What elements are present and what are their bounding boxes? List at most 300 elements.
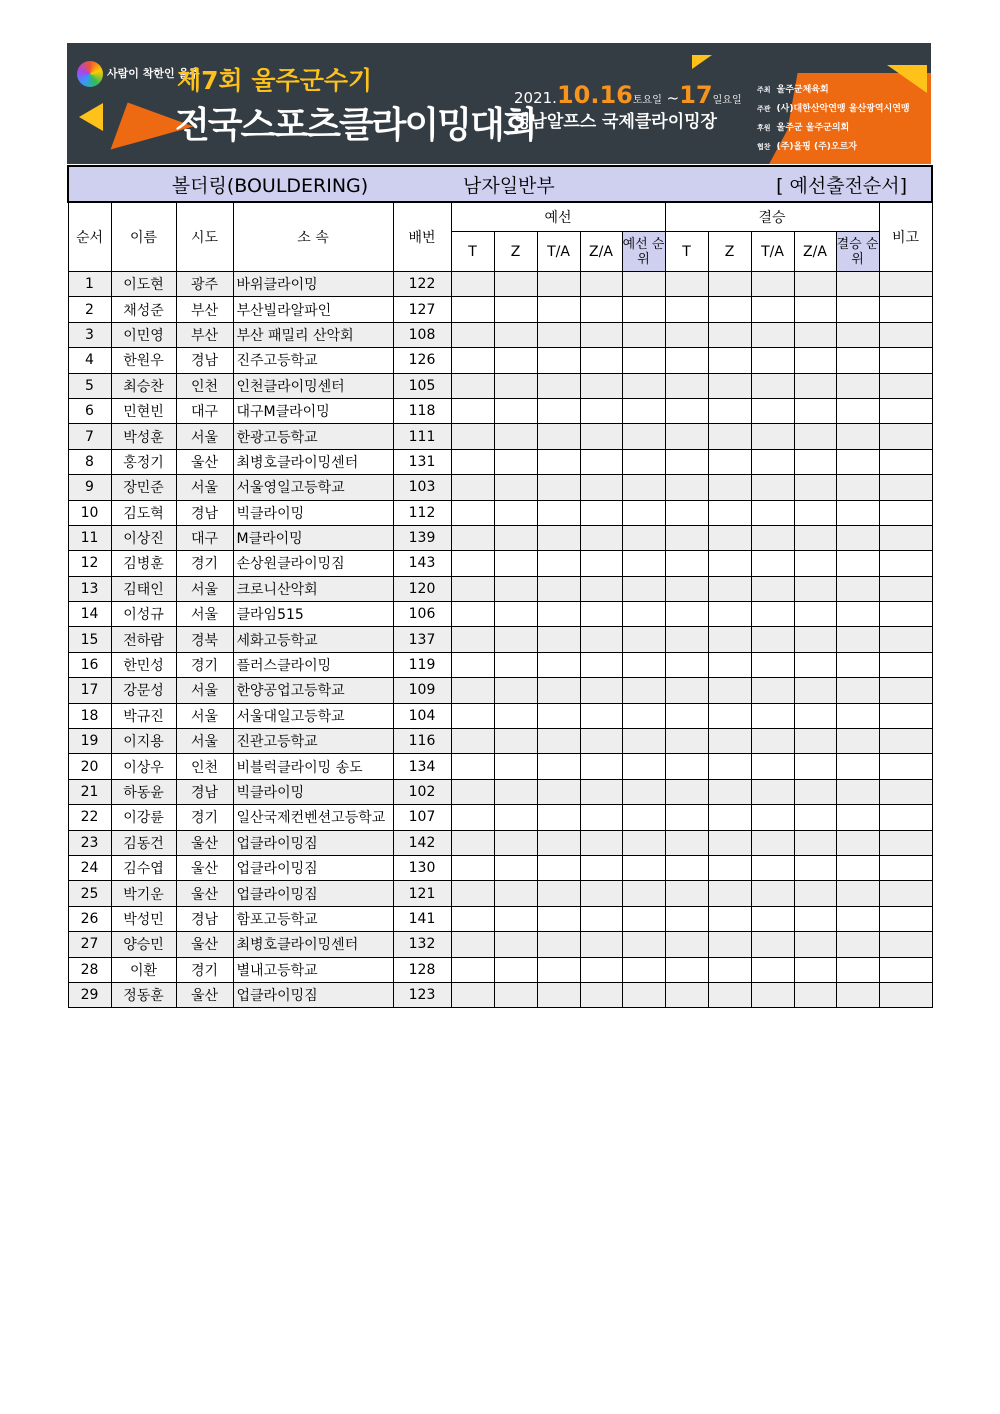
cell-score-empty — [494, 932, 537, 957]
cell-region: 경기 — [176, 551, 233, 576]
cell-club: 최병호클라이밍센터 — [233, 932, 393, 957]
cell-score-empty — [836, 703, 879, 728]
cell-score-empty — [708, 602, 751, 627]
cell-score-empty — [751, 906, 794, 931]
cell-score-empty — [580, 272, 622, 297]
cell-score-empty — [451, 551, 494, 576]
cell-score-empty — [751, 805, 794, 830]
cell-score-empty — [494, 475, 537, 500]
cell-score-empty — [494, 703, 537, 728]
cell-score-empty — [494, 957, 537, 982]
cell-bib: 122 — [393, 272, 451, 297]
cell-club: 한광고등학교 — [233, 424, 393, 449]
cell-score-empty — [622, 576, 665, 601]
cell-score-empty — [751, 932, 794, 957]
cell-club: 플러스클라이밍 — [233, 652, 393, 677]
cell-score-empty — [622, 424, 665, 449]
cell-score-empty — [708, 932, 751, 957]
cell-score-empty — [879, 398, 932, 423]
cell-score-empty — [494, 855, 537, 880]
cell-score-empty — [708, 297, 751, 322]
cell-score-empty — [751, 551, 794, 576]
cell-score-empty — [665, 297, 708, 322]
cell-score-empty — [836, 348, 879, 373]
cell-score-empty — [708, 881, 751, 906]
cell-score-empty — [451, 830, 494, 855]
cell-score-empty — [794, 475, 836, 500]
cell-score-empty — [537, 652, 580, 677]
cell-order: 27 — [68, 932, 111, 957]
cell-score-empty — [794, 373, 836, 398]
cell-bib: 119 — [393, 652, 451, 677]
cell-club: 세화고등학교 — [233, 627, 393, 652]
cell-bib: 132 — [393, 932, 451, 957]
cell-bib: 106 — [393, 602, 451, 627]
cell-score-empty — [665, 602, 708, 627]
cell-score-empty — [708, 678, 751, 703]
cell-score-empty — [708, 627, 751, 652]
column-header-row — [68, 202, 932, 232]
cell-bib: 116 — [393, 729, 451, 754]
cell-name: 이민영 — [111, 322, 176, 347]
cell-score-empty — [665, 475, 708, 500]
cell-bib: 120 — [393, 576, 451, 601]
cell-score-empty — [494, 398, 537, 423]
cell-score-empty — [665, 957, 708, 982]
cell-order: 7 — [68, 424, 111, 449]
cell-score-empty — [665, 982, 708, 1007]
cell-score-empty — [537, 348, 580, 373]
col-qual-z: Z — [494, 232, 537, 272]
cell-name: 이성규 — [111, 602, 176, 627]
cell-score-empty — [751, 779, 794, 804]
cell-score-empty — [836, 982, 879, 1007]
organizer-line — [757, 100, 910, 119]
cell-bib: 112 — [393, 500, 451, 525]
cell-score-empty — [622, 449, 665, 474]
cell-score-empty — [665, 678, 708, 703]
cell-score-empty — [451, 932, 494, 957]
cell-club: 업클라이밍짐 — [233, 881, 393, 906]
cell-bib: 139 — [393, 525, 451, 550]
cell-score-empty — [494, 881, 537, 906]
cell-score-empty — [537, 576, 580, 601]
cell-score-empty — [580, 373, 622, 398]
cell-region: 대구 — [176, 398, 233, 423]
cell-score-empty — [494, 602, 537, 627]
cell-order: 12 — [68, 551, 111, 576]
col-qualification: 예선 — [451, 202, 665, 232]
cell-score-empty — [580, 652, 622, 677]
cell-region: 대구 — [176, 525, 233, 550]
cell-score-empty — [836, 424, 879, 449]
cell-name: 박기운 — [111, 881, 176, 906]
organizer-line — [757, 81, 910, 100]
cell-score-empty — [665, 805, 708, 830]
cell-score-empty — [494, 576, 537, 601]
cell-bib: 134 — [393, 754, 451, 779]
cell-club: 대구M클라이밍 — [233, 398, 393, 423]
cell-score-empty — [879, 424, 932, 449]
cell-score-empty — [751, 729, 794, 754]
cell-bib: 128 — [393, 957, 451, 982]
cell-name: 이상진 — [111, 525, 176, 550]
cell-score-empty — [494, 805, 537, 830]
cell-score-empty — [494, 652, 537, 677]
cell-score-empty — [451, 906, 494, 931]
cell-order: 2 — [68, 297, 111, 322]
cell-region: 인천 — [176, 373, 233, 398]
organizer-role: 후원 — [757, 124, 771, 132]
cell-score-empty — [879, 754, 932, 779]
cell-score-empty — [580, 627, 622, 652]
cell-score-empty — [708, 449, 751, 474]
cell-score-empty — [494, 373, 537, 398]
cell-name: 이도현 — [111, 272, 176, 297]
cell-score-empty — [622, 855, 665, 880]
cell-score-empty — [622, 652, 665, 677]
cell-order: 25 — [68, 881, 111, 906]
cell-score-empty — [537, 475, 580, 500]
cell-score-empty — [580, 703, 622, 728]
cell-score-empty — [665, 424, 708, 449]
cell-score-empty — [708, 500, 751, 525]
cell-score-empty — [794, 881, 836, 906]
cell-score-empty — [836, 754, 879, 779]
table-row — [68, 957, 932, 982]
date-end: 17 — [679, 81, 713, 109]
cell-score-empty — [622, 754, 665, 779]
cell-region: 서울 — [176, 678, 233, 703]
cell-order: 15 — [68, 627, 111, 652]
cell-score-empty — [751, 678, 794, 703]
cell-score-empty — [494, 754, 537, 779]
col-final: 결승 — [665, 202, 879, 232]
cell-score-empty — [751, 652, 794, 677]
cell-score-empty — [665, 551, 708, 576]
table-row — [68, 424, 932, 449]
cell-score-empty — [665, 906, 708, 931]
col-region: 시도 — [176, 202, 233, 272]
cell-score-empty — [451, 982, 494, 1007]
cell-bib: 141 — [393, 906, 451, 931]
cell-score-empty — [451, 297, 494, 322]
cell-score-empty — [836, 475, 879, 500]
cell-region: 부산 — [176, 322, 233, 347]
cell-score-empty — [451, 475, 494, 500]
cell-name: 한민성 — [111, 652, 176, 677]
cell-score-empty — [879, 881, 932, 906]
cell-score-empty — [665, 398, 708, 423]
cell-score-empty — [451, 957, 494, 982]
cell-score-empty — [751, 754, 794, 779]
date-end-day: 일요일 — [712, 95, 742, 106]
cell-club: 빅클라이밍 — [233, 500, 393, 525]
cell-order: 21 — [68, 779, 111, 804]
table-row — [68, 627, 932, 652]
cell-score-empty — [451, 449, 494, 474]
cell-score-empty — [751, 322, 794, 347]
cell-region: 서울 — [176, 729, 233, 754]
cell-score-empty — [580, 551, 622, 576]
cell-score-empty — [537, 805, 580, 830]
cell-score-empty — [836, 449, 879, 474]
cell-score-empty — [836, 322, 879, 347]
cell-score-empty — [708, 855, 751, 880]
cell-score-empty — [580, 322, 622, 347]
cell-score-empty — [622, 551, 665, 576]
cell-score-empty — [708, 830, 751, 855]
cell-bib: 127 — [393, 297, 451, 322]
cell-score-empty — [836, 297, 879, 322]
cell-score-empty — [537, 627, 580, 652]
cell-score-empty — [537, 906, 580, 931]
logo-text: 사람이 착한인 울주 — [107, 67, 200, 80]
cell-bib: 103 — [393, 475, 451, 500]
division-name: 남자일반부 — [451, 166, 708, 202]
cell-score-empty — [537, 525, 580, 550]
cell-score-empty — [451, 627, 494, 652]
cell-score-empty — [836, 373, 879, 398]
cell-bib: 105 — [393, 373, 451, 398]
cell-score-empty — [494, 729, 537, 754]
table-row — [68, 982, 932, 1007]
cell-score-empty — [836, 602, 879, 627]
table-row — [68, 678, 932, 703]
cell-region: 경남 — [176, 906, 233, 931]
cell-score-empty — [879, 602, 932, 627]
cell-name: 김병훈 — [111, 551, 176, 576]
cell-name: 김도혁 — [111, 500, 176, 525]
col-order: 순서 — [68, 202, 111, 272]
cell-score-empty — [451, 373, 494, 398]
cell-score-empty — [708, 272, 751, 297]
cell-score-empty — [665, 932, 708, 957]
cell-score-empty — [580, 729, 622, 754]
cell-score-empty — [622, 830, 665, 855]
cell-score-empty — [622, 475, 665, 500]
cell-order: 22 — [68, 805, 111, 830]
cell-score-empty — [622, 729, 665, 754]
cell-score-empty — [794, 449, 836, 474]
cell-score-empty — [708, 424, 751, 449]
cell-score-empty — [580, 830, 622, 855]
flower-logo-icon — [77, 61, 103, 87]
cell-bib: 111 — [393, 424, 451, 449]
cell-bib: 104 — [393, 703, 451, 728]
cell-name: 이강륜 — [111, 805, 176, 830]
cell-name: 양승민 — [111, 932, 176, 957]
edition-title: 제7회 울주군수기 — [177, 66, 373, 95]
cell-score-empty — [537, 982, 580, 1007]
cell-region: 울산 — [176, 855, 233, 880]
cell-score-empty — [580, 398, 622, 423]
cell-score-empty — [879, 652, 932, 677]
cell-score-empty — [665, 754, 708, 779]
table-row — [68, 272, 932, 297]
organizer-line — [757, 138, 910, 157]
cell-score-empty — [580, 754, 622, 779]
organizer-role: 주최 — [757, 86, 771, 94]
cell-score-empty — [794, 678, 836, 703]
cell-region: 경기 — [176, 805, 233, 830]
cell-score-empty — [494, 906, 537, 931]
cell-score-empty — [622, 297, 665, 322]
cell-score-empty — [751, 703, 794, 728]
cell-score-empty — [537, 322, 580, 347]
organizer-name: (주)올핑 (주)오르자 — [776, 142, 857, 152]
cell-bib: 121 — [393, 881, 451, 906]
cell-region: 울산 — [176, 881, 233, 906]
cell-score-empty — [451, 805, 494, 830]
cell-score-empty — [622, 348, 665, 373]
cell-score-empty — [451, 576, 494, 601]
cell-score-empty — [451, 424, 494, 449]
cell-score-empty — [494, 272, 537, 297]
cell-score-empty — [622, 272, 665, 297]
cell-score-empty — [751, 830, 794, 855]
cell-bib: 126 — [393, 348, 451, 373]
organizers — [757, 81, 910, 157]
cell-score-empty — [836, 551, 879, 576]
cell-score-empty — [580, 932, 622, 957]
cell-bib: 137 — [393, 627, 451, 652]
cell-score-empty — [580, 525, 622, 550]
cell-score-empty — [451, 779, 494, 804]
cell-score-empty — [537, 678, 580, 703]
cell-score-empty — [879, 576, 932, 601]
cell-score-empty — [580, 855, 622, 880]
cell-score-empty — [451, 754, 494, 779]
organizer-name: (사)대한산악연맹 울산광역시연맹 — [776, 104, 910, 114]
cell-name: 장민준 — [111, 475, 176, 500]
cell-score-empty — [622, 322, 665, 347]
cell-score-empty — [537, 830, 580, 855]
cell-score-empty — [537, 855, 580, 880]
date-tilde: ~ — [666, 89, 680, 107]
cell-score-empty — [879, 830, 932, 855]
cell-score-empty — [622, 398, 665, 423]
cell-name: 홍정기 — [111, 449, 176, 474]
table-row — [68, 754, 932, 779]
cell-region: 울산 — [176, 830, 233, 855]
cell-score-empty — [665, 855, 708, 880]
table-row — [68, 297, 932, 322]
cell-score-empty — [537, 754, 580, 779]
cell-region: 경남 — [176, 779, 233, 804]
cell-score-empty — [451, 652, 494, 677]
cell-score-empty — [708, 729, 751, 754]
yellow-triangle-decoration — [692, 55, 712, 69]
table-row — [68, 373, 932, 398]
cell-region: 울산 — [176, 982, 233, 1007]
cell-club: 별내고등학교 — [233, 957, 393, 982]
organizer-name: 울주군체육회 — [776, 85, 829, 95]
cell-score-empty — [879, 449, 932, 474]
cell-score-empty — [794, 729, 836, 754]
cell-score-empty — [622, 881, 665, 906]
cell-order: 26 — [68, 906, 111, 931]
cell-score-empty — [751, 525, 794, 550]
cell-score-empty — [665, 729, 708, 754]
col-qual-rank: 예선 순위 — [622, 232, 665, 272]
cell-score-empty — [537, 703, 580, 728]
cell-score-empty — [794, 779, 836, 804]
cell-score-empty — [537, 500, 580, 525]
col-name: 이름 — [111, 202, 176, 272]
cell-score-empty — [708, 957, 751, 982]
cell-region: 경기 — [176, 652, 233, 677]
cell-score-empty — [879, 855, 932, 880]
table-row — [68, 779, 932, 804]
start-list-table — [67, 165, 933, 1008]
cell-club: 진주고등학교 — [233, 348, 393, 373]
cell-score-empty — [580, 982, 622, 1007]
cell-order: 17 — [68, 678, 111, 703]
organizer-role: 주관 — [757, 105, 771, 113]
cell-score-empty — [580, 906, 622, 931]
cell-score-empty — [494, 830, 537, 855]
cell-score-empty — [665, 322, 708, 347]
cell-club: 손상원클라이밍짐 — [233, 551, 393, 576]
cell-name: 김태인 — [111, 576, 176, 601]
cell-score-empty — [665, 627, 708, 652]
cell-score-empty — [836, 906, 879, 931]
cell-score-empty — [879, 297, 932, 322]
cell-score-empty — [879, 500, 932, 525]
table-row — [68, 703, 932, 728]
cell-score-empty — [451, 678, 494, 703]
cell-score-empty — [879, 551, 932, 576]
organizer-role: 협찬 — [757, 143, 771, 151]
cell-score-empty — [494, 500, 537, 525]
cell-score-empty — [879, 805, 932, 830]
cell-score-empty — [665, 830, 708, 855]
cell-score-empty — [494, 678, 537, 703]
cell-score-empty — [537, 602, 580, 627]
cell-score-empty — [580, 678, 622, 703]
cell-name: 이지용 — [111, 729, 176, 754]
table-row — [68, 932, 932, 957]
cell-order: 9 — [68, 475, 111, 500]
cell-score-empty — [580, 805, 622, 830]
document-type: [ 예선출전순서] — [708, 166, 932, 202]
cell-order: 18 — [68, 703, 111, 728]
venue: 영남알프스 국제클라이밍장 — [514, 112, 717, 132]
cell-score-empty — [836, 525, 879, 550]
cell-region: 경남 — [176, 500, 233, 525]
cell-score-empty — [494, 982, 537, 1007]
cell-score-empty — [836, 881, 879, 906]
cell-order: 6 — [68, 398, 111, 423]
cell-club: 비블럭클라이밍 송도 — [233, 754, 393, 779]
cell-bib: 118 — [393, 398, 451, 423]
cell-club: 인천클라이밍센터 — [233, 373, 393, 398]
cell-score-empty — [794, 830, 836, 855]
cell-score-empty — [794, 525, 836, 550]
cell-score-empty — [794, 576, 836, 601]
cell-score-empty — [622, 932, 665, 957]
cell-name: 전하람 — [111, 627, 176, 652]
cell-score-empty — [580, 500, 622, 525]
cell-name: 강문성 — [111, 678, 176, 703]
cell-score-empty — [580, 348, 622, 373]
cell-score-empty — [622, 703, 665, 728]
cell-region: 부산 — [176, 297, 233, 322]
cell-order: 11 — [68, 525, 111, 550]
cell-score-empty — [451, 348, 494, 373]
col-final-rank: 결승 순위 — [836, 232, 879, 272]
